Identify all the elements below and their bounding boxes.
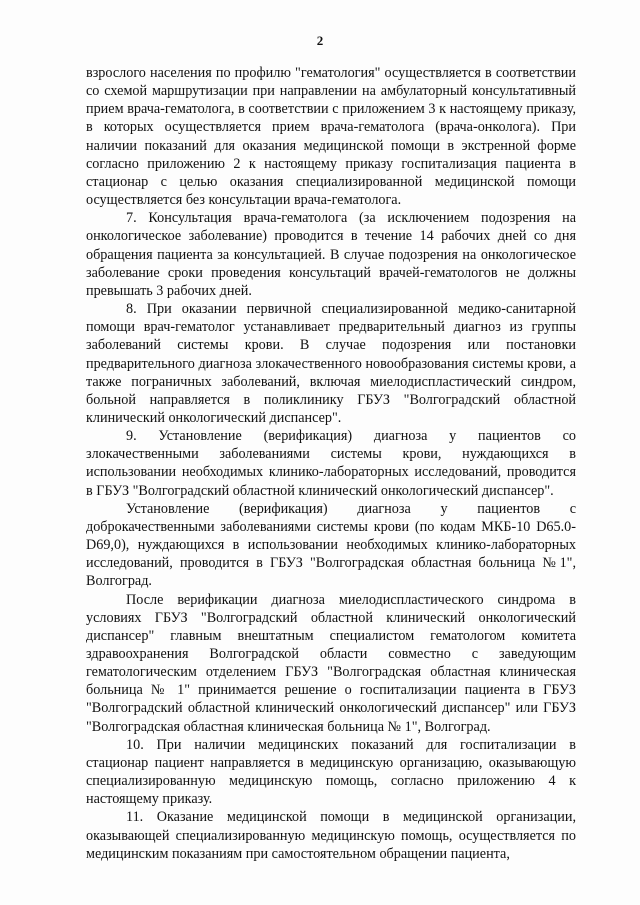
document-body [86,64,576,863]
paragraph-10: 10. При наличии медицинских показаний для госпитализации в стационар пациент направляется в медицинскую организацию, оказывающую специализированную медицинскую помощь, согласно приложению 4 к настоящему приказу. [86,736,576,808]
paragraph-continuation: взрослого населения по профилю "гематология" осуществляется в соответствии со схемой маршрутизации при направлении на амбулаторный консультативный прием врача-гематолога, в соответствии с приложением 3 к настоящему приказу, в которых осуществляется прием врача-гематолога (врача-онколога). При наличии показаний для оказания медицинской помощи в экстренной форме согласно приложению 2 к настоящему приказу госпитализация пациента в стационар с целью оказания специализированной медицинской помощи осуществляется без консультации врача-гематолога. [86,65,576,209]
paragraph-11: 11. Оказание медицинской помощи в медицинской организации, оказывающей специализированную медицинскую помощь, осуществляется по медицинским показаниям при самостоятельном обращении пациента, [86,809,576,862]
paragraph-9-benign: Установление (верификация) диагноза у пациентов с доброкачественными заболеваниями системы крови (по кодам МКБ-10 D65.0-D69,0), нуждающихся в использовании необходимых клинико-лабораторных исследований, проводится в ГБУЗ "Волгоградская областная больница №1", Волгоград. [86,500,576,590]
page-number: 2 [316,33,324,48]
paragraph-8: 8. При оказании первичной специализированной медико-санитарной помощи врач-гематолог устанавливает предварительный диагноз из группы заболеваний системы крови. В случае подозрения или постановки предварительного диагноза злокачественного новообразования системы крови, а также пограничных заболеваний, включая миелодиспластический синдром, больной направляется в поликлинику ГБУЗ "Волгоградский областной клинический онкологический диспансер". [86,301,576,426]
paragraph-7: 7. Консультация врача-гематолога (за исключением подозрения на онкологическое заболевание) проводится в течение 14 рабочих дней со дня обращения пациента за консультацией. В случае подозрения на онкологическое заболевание сроки проведения консультаций врачей-гематологов не должны превышать 3 рабочих дней. [86,210,576,299]
paragraph-9-mds: После верификации диагноза миелодиспластического синдрома в условиях ГБУЗ "Волгоградский областной клинический онкологический диспансер" главным внештатным специалистом гематологом комитета здравоохранения Волгоградской области совместно с заведующим гематологическим отделением ГБУЗ "Волгоградская областная клиническая больница № 1" принимается решение о госпитализации пациента в ГБУЗ "Волгоградский областной клинический онкологический диспансер" или ГБУЗ "Волгоградская областная клиническая больница № 1", Волгоград. [86,591,576,735]
paragraph-9: 9. Установление (верификация) диагноза у пациентов со злокачественными заболеваниями системы крови, нуждающихся в использовании необходимых клинико-лабораторных исследований, проводится в ГБУЗ "Волгоградский областной клинический онкологический диспансер". [86,428,576,499]
